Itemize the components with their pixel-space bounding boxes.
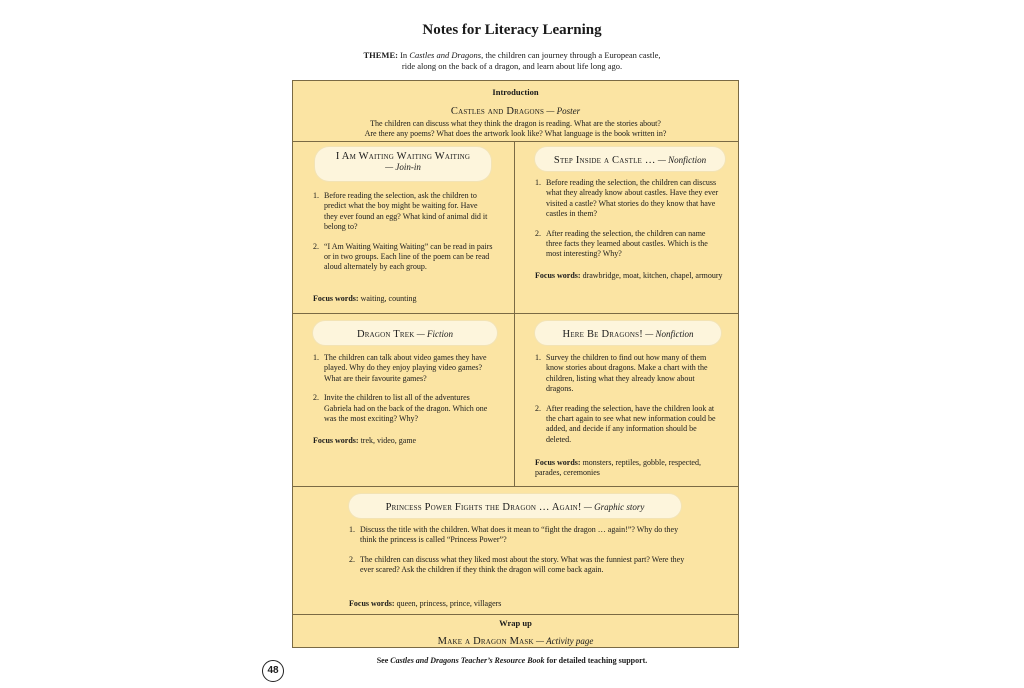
castle-dash: — xyxy=(655,155,669,165)
focus-label: Focus words: xyxy=(313,294,359,303)
item-text: Invite the children to list all of the adventures Gabriela had on the back of the dragon. Which one was the most exciting? Why? xyxy=(324,393,488,424)
castle-list xyxy=(535,178,720,269)
item-text: After reading the selection, the children can name three facts they learned about castles. Which is the most interesting? Why? xyxy=(546,228,708,259)
princess-genre: Graphic story xyxy=(594,502,645,512)
waiting-section xyxy=(293,141,514,313)
item-number: 2. xyxy=(535,228,541,238)
wrap-dash: — xyxy=(533,636,547,646)
castle-title: Step Inside a Castle … xyxy=(553,155,656,166)
focus-words: trek, video, game xyxy=(358,436,417,445)
wrap-heading: Wrap up xyxy=(499,618,532,628)
intro-dash: — xyxy=(544,106,557,116)
page-title: Notes for Literacy Learning xyxy=(422,22,602,38)
theme-statement xyxy=(0,50,1024,72)
footer-pre: See xyxy=(376,656,391,665)
item-number: 1. xyxy=(535,353,541,362)
trek-list xyxy=(313,353,498,433)
intro-line1: The children can discuss what they think the dragon is reading. What are the stories about? xyxy=(370,119,661,128)
list-item xyxy=(313,353,498,384)
wrap-genre: Activity page xyxy=(546,636,594,646)
princess-section xyxy=(293,486,738,614)
theme-text-pre: In xyxy=(397,50,410,60)
intro-section xyxy=(293,87,738,140)
intro-heading: Introduction xyxy=(492,87,539,97)
item-number: 1. xyxy=(313,191,319,200)
trek-focus-words xyxy=(313,436,503,446)
focus-words: waiting, counting xyxy=(358,294,417,303)
waiting-title-pill xyxy=(315,147,491,181)
item-text: Discuss the title with the children. What does it mean to “fight the dragon … again!”? Why do they think the princess is called “Princess Power”? xyxy=(360,525,679,545)
intro-title: Castles and Dragons xyxy=(450,106,545,117)
princess-title: Princess Power Fights the Dragon … Again! xyxy=(385,502,582,513)
intro-line2: Are there any poems? What does the artwork look like? What language is the book written in? xyxy=(364,129,667,139)
list-item xyxy=(313,242,493,273)
castle-title-pill xyxy=(535,147,725,171)
waiting-focus-words xyxy=(313,294,503,304)
castle-genre: Nonfiction xyxy=(668,155,707,165)
list-item xyxy=(313,393,498,424)
list-item xyxy=(313,191,493,233)
item-number: 2. xyxy=(313,241,319,251)
focus-label: Focus words: xyxy=(535,271,581,280)
item-text: The children can discuss what they liked most about the story. What was the funniest part? Were they ever scared? Ask the children if they think the dragon will come back again. xyxy=(360,554,685,575)
item-text: Survey the children to find out how many of them know stories about dragons. Make a chart with the children, listing what they already know about dragons. xyxy=(546,353,708,394)
list-item xyxy=(535,353,720,395)
item-number: 1. xyxy=(313,353,319,362)
princess-title-pill xyxy=(349,494,681,518)
trek-title: Dragon Trek xyxy=(356,329,415,340)
footer-book-title: Castles and Dragons Teacher’s Resource Book xyxy=(390,656,545,665)
princess-focus-words xyxy=(349,599,649,609)
wrap-section xyxy=(293,618,738,649)
item-number: 2. xyxy=(535,403,541,413)
trek-dash: — xyxy=(414,329,428,339)
item-text: Before reading the selection, ask the children to predict what the boy might be waiting for. Have they ever found an egg? What kind of animal did it belong to? xyxy=(324,191,488,232)
item-text: The children can talk about video games they have played. Why do they enjoy playing video games? What are their favourite games? xyxy=(324,353,487,383)
waiting-genre: — Join-in xyxy=(385,162,421,172)
footer-note xyxy=(0,656,1024,665)
princess-dash: — xyxy=(581,502,595,512)
theme-label: THEME: xyxy=(363,50,398,60)
page-number: 48 xyxy=(262,660,284,682)
princess-list xyxy=(349,525,687,585)
here-dash: — xyxy=(642,329,656,339)
castle-focus-words xyxy=(535,271,725,281)
item-text: “I Am Waiting Waiting Waiting” can be read in pairs or in two groups. Each line of the poem can be read aloud alternately by each group. xyxy=(324,241,493,272)
theme-line2: ride along on the back of a dragon, and learn about life long ago. xyxy=(401,61,623,71)
trek-genre: Fiction xyxy=(427,329,454,339)
focus-words: drawbridge, moat, kitchen, chapel, armoury xyxy=(580,271,723,280)
literacy-notes-panel xyxy=(292,80,739,648)
item-number: 1. xyxy=(535,178,541,187)
here-title-pill xyxy=(535,321,721,345)
theme-text-post: , the children can journey through a European castle, xyxy=(481,50,661,60)
focus-words: queen, princess, prince, villagers xyxy=(394,599,502,608)
here-title: Here Be Dragons! xyxy=(562,329,643,340)
here-genre: Nonfiction xyxy=(655,329,694,339)
list-item xyxy=(535,404,720,446)
item-number: 2. xyxy=(313,393,319,403)
list-item xyxy=(535,178,720,220)
theme-book-title: Castles and Dragons xyxy=(409,50,482,60)
intro-genre: Poster xyxy=(556,106,581,116)
focus-words: monsters, reptiles, gobble, respected, parades, ceremonies xyxy=(535,458,701,478)
here-focus-words xyxy=(535,458,727,479)
list-item xyxy=(349,555,687,576)
item-text: After reading the selection, have the children look at the chart again to see what new information could be added, and decide if any information should be deleted. xyxy=(546,403,716,444)
focus-label: Focus words: xyxy=(349,599,395,608)
trek-title-pill xyxy=(313,321,497,345)
list-item xyxy=(349,525,687,546)
here-section xyxy=(515,313,738,486)
item-number: 2. xyxy=(349,554,355,564)
divider xyxy=(293,614,738,615)
trek-section xyxy=(293,313,514,486)
item-number: 1. xyxy=(349,525,355,534)
waiting-title: I Am Waiting Waiting Waiting xyxy=(335,151,471,162)
list-item xyxy=(535,229,720,260)
focus-label: Focus words: xyxy=(535,458,581,467)
focus-label: Focus words: xyxy=(313,436,359,445)
castle-section xyxy=(515,141,738,313)
waiting-list xyxy=(313,191,493,282)
footer-post: for detailed teaching support. xyxy=(544,656,648,665)
here-list xyxy=(535,353,720,454)
wrap-title: Make a Dragon Mask xyxy=(437,636,534,647)
item-text: Before reading the selection, the children can discuss what they already know about castles. Have they ever visited a castle? What stories do they know that have castles in them? xyxy=(546,178,719,219)
